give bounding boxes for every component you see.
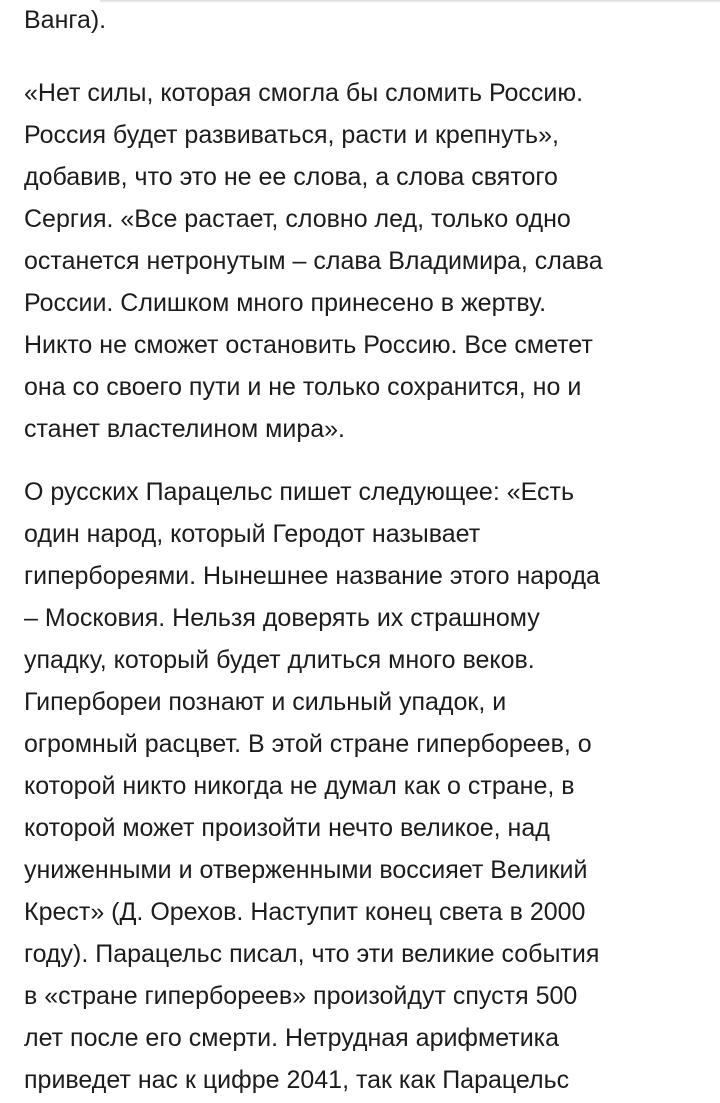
text-line: которой может произойти нечто великое, над	[24, 814, 550, 842]
text-line: которой никто никогда не думал как о стране, в	[24, 772, 575, 800]
text-line: станет властелином мира».	[24, 415, 345, 443]
text-line: в «стране гипербореев» произойдут спустя 500	[24, 982, 578, 1010]
text-line: О русских Парацельс пишет следующее: «Есть	[24, 478, 574, 506]
text-line: гипербореями. Нынешнее название этого народа	[24, 562, 600, 590]
text-line: упадку, который будет длиться много веков.	[24, 646, 535, 674]
text-line: «Нет силы, которая смогла бы сломить Россию.	[24, 79, 584, 107]
text-line: Гипербореи познают и сильный упадок, и	[24, 688, 507, 716]
text-line: году). Парацельс писал, что эти великие события	[24, 940, 600, 968]
text-line: Ванга).	[24, 6, 107, 34]
text-line: приведет нас к цифре 2041, так как Парацельс	[24, 1066, 570, 1094]
text-line: Россия будет развиваться, расти и крепнуть»,	[24, 121, 559, 149]
paragraph-paracelsus	[24, 471, 600, 1101]
paragraph-russia-quote	[24, 72, 603, 450]
text-line: огромный расцвет. В этой стране гипербореев, о	[24, 730, 592, 758]
text-line: один народ, который Геродот называет	[24, 520, 481, 548]
text-line: – Московия. Нельзя доверять их страшному	[24, 604, 540, 632]
text-line: лет после его смерти. Нетрудная арифметика	[24, 1024, 560, 1052]
text-line: добавив, что это не ее слова, а слова святого	[24, 163, 558, 191]
text-line: останется нетронутым – слава Владимира, слава	[24, 247, 603, 275]
text-line: Никто не сможет остановить Россию. Все сметет	[24, 331, 593, 359]
text-line: Сергия. «Все растает, словно лед, только одно	[24, 205, 571, 233]
text-line: униженными и отверженными воссияет Великий	[24, 856, 588, 884]
text-line: России. Слишком много принесено в жертву.	[24, 289, 547, 317]
paragraph-vanga-ending	[24, 0, 106, 41]
text-line: она со своего пути и не только сохранится, но и	[24, 373, 582, 401]
text-line: Крест» (Д. Орехов. Наступит конец света в 2000	[24, 898, 586, 926]
